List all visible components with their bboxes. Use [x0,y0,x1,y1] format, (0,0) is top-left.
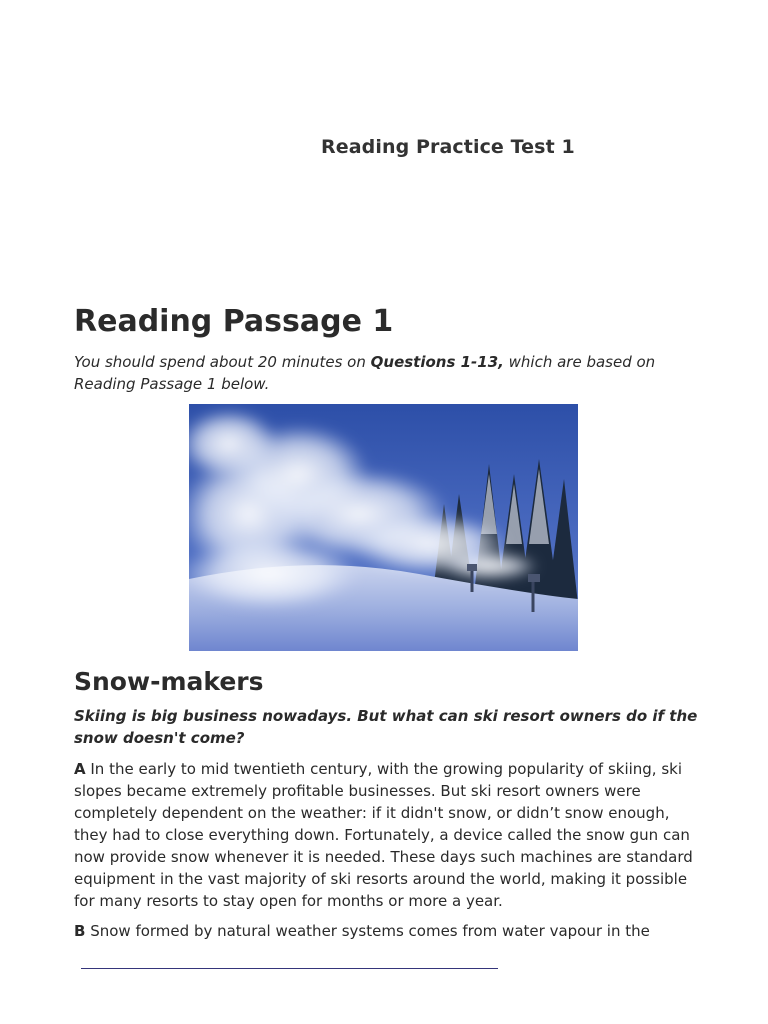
passage-title: Reading Passage 1 [74,304,394,339]
paragraph-text: In the early to mid twentieth century, with the growing popularity of skiing, ski slopes became extremely profitable businesses. But ski resort owners were completely dependent on the weather: if it didn't snow, or didn’t snow enough, they had to close everything down. Fortunately, a device called the snow gun can now provide snow whenever it is needed. These days such machines are standard equipment in the vast majority of ski resorts around the world, making it possible for many resorts to stay open for months or more a year. [74,760,693,910]
paragraph-b [74,920,704,942]
snow-gun-photo [189,404,578,651]
passage-instruction [74,351,694,395]
paragraph-letter: A [74,760,86,778]
article-title: Snow-makers [74,667,264,696]
article-subtitle: Skiing is big business nowadays. But what can ski resort owners do if the snow doesn't come? [74,707,698,747]
page-header-title: Reading Practice Test 1 [321,136,575,158]
snow-gun-illustration [189,404,578,651]
paragraph-letter: B [74,922,86,940]
instruction-text-start: You should spend about 20 minutes on [74,353,371,371]
paragraph-a [74,758,704,912]
instruction-questions-range: Questions 1-13, [370,353,504,371]
footer-divider [81,968,498,969]
instruction-text-end: which are based on Reading Passage 1 below. [74,353,656,393]
paragraph-text: Snow formed by natural weather systems comes from water vapour in the [85,922,650,940]
